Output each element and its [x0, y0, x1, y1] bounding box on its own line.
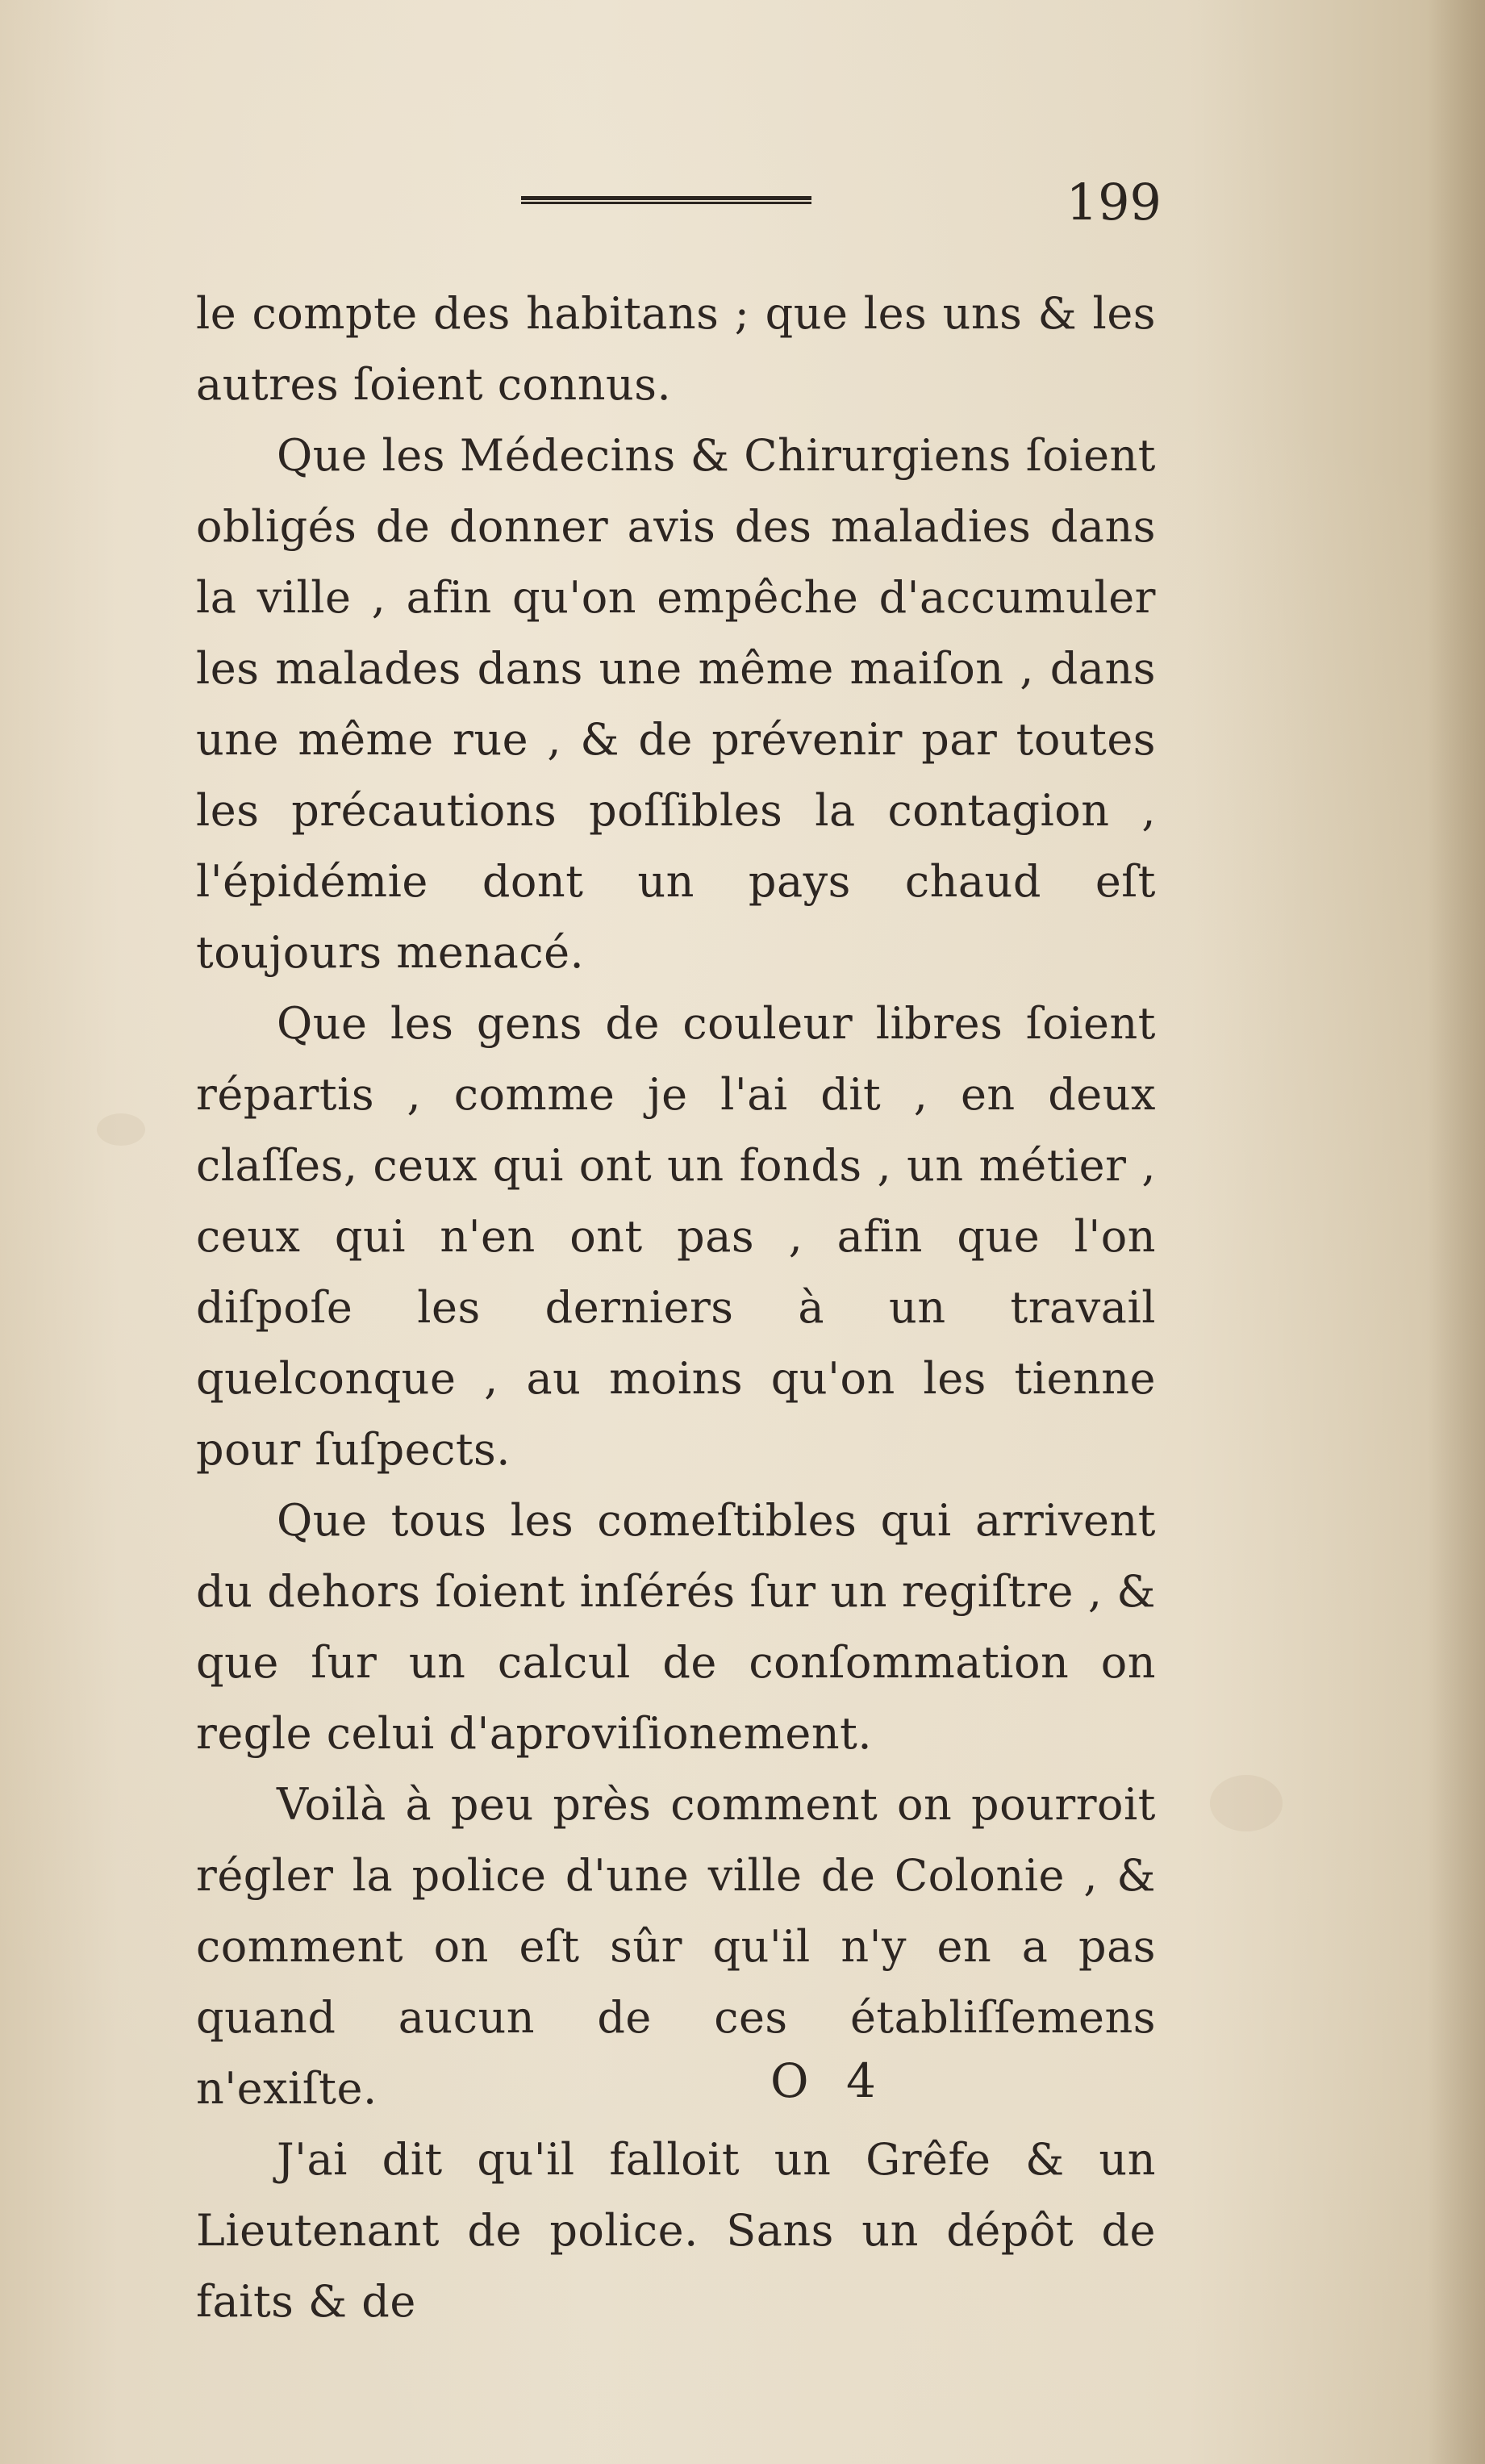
paragraph: Que les gens de couleur libres ſoient répartis , comme je l'ai dit , en deux claſſes, ceux qui ont un fonds , un métier , ceux qui n'en ont pas , afin que l'on diſpoſe les derniers à un travail quelconque , au moins qu'on les tienne pour ſuſpects.: [196, 998, 1156, 1475]
signature-mark: O 4: [770, 2053, 887, 2108]
header-rule: [521, 196, 811, 204]
paragraph: Voilà à peu près comment on pourroit régler la police d'une ville de Colonie , & comment on eſt sûr qu'il n'y en a pas quand aucun de ces établiſſemens n'exiſte.: [196, 1779, 1156, 2114]
body-text: [196, 278, 1156, 2337]
page-number: 199: [1066, 173, 1162, 232]
page-edge-shadow: [1429, 0, 1485, 2464]
paper-stain: [1210, 1775, 1283, 1831]
paragraph: Que les Médecins & Chirurgiens ſoient obligés de donner avis des maladies dans la ville , afin qu'on empêche d'accumuler les malades dans une même maiſon , dans une même rue , & de prévenir par toutes les précautions poſſibles la contagion , l'épidémie dont un pays chaud eſt toujours menacé.: [196, 430, 1156, 978]
paragraph: Que tous les comeſtibles qui arrivent du dehors ſoient inſérés ſur un regiſtre , & que ſur un calcul de conſommation on regle celui d'aproviſionement.: [196, 1495, 1156, 1759]
paragraph: le compte des habitans ; que les uns & les autres ſoient connus.: [196, 288, 1156, 410]
paragraph: J'ai dit qu'il falloit un Grêfe & un Lieutenant de police. Sans un dépôt de faits & de: [196, 2134, 1156, 2327]
paper-stain: [97, 1113, 145, 1146]
